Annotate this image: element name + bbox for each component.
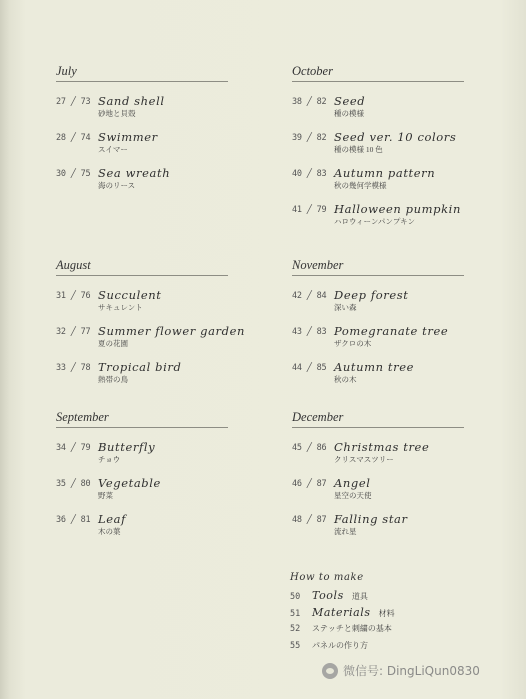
- entry-subtitle: ハロウィーンパンプキン: [334, 217, 415, 226]
- toc-entry: [292, 94, 512, 119]
- wechat-icon: [322, 663, 338, 679]
- page-number: 32 ╱ 77: [56, 327, 91, 337]
- entry-title: Succulent: [98, 288, 162, 302]
- page-number: 46 ╱ 87: [292, 479, 327, 489]
- entry-subtitle: 種の模様 10 色: [334, 145, 383, 154]
- page-number: 43 ╱ 83: [292, 327, 327, 337]
- page-number: 44 ╱ 85: [292, 363, 327, 373]
- item-subtitle: ステッチと刺繍の基本: [312, 624, 392, 633]
- page-number: 48 ╱ 87: [292, 515, 327, 525]
- page-number: 27 ╱ 73: [56, 97, 91, 107]
- section-december: [292, 410, 512, 548]
- toc-entry: [56, 94, 266, 119]
- page-number: 30 ╱ 75: [56, 169, 91, 179]
- page-number: 52: [290, 624, 301, 634]
- toc-entry: [292, 512, 512, 537]
- page-number: 50: [290, 592, 301, 602]
- toc-entry: [292, 166, 512, 191]
- entry-subtitle: チョウ: [98, 455, 121, 464]
- toc-entry: [292, 476, 512, 501]
- entry-title: Swimmer: [98, 130, 158, 144]
- entry-title: Butterfly: [98, 440, 156, 454]
- entry-subtitle: サキュレント: [98, 303, 143, 312]
- page-number: 31 ╱ 76: [56, 291, 91, 301]
- section-september: [56, 410, 266, 548]
- month-heading: September: [56, 410, 228, 428]
- entry-title: Angel: [334, 476, 371, 490]
- entry-title: Deep forest: [334, 288, 409, 302]
- entry-subtitle: 木の葉: [98, 527, 121, 536]
- toc-entry: [292, 130, 512, 155]
- page-number: 39 ╱ 82: [292, 133, 327, 143]
- page-number: 41 ╱ 79: [292, 205, 327, 215]
- page-number: 34 ╱ 79: [56, 443, 91, 453]
- entry-subtitle: スイマー: [98, 145, 128, 154]
- page-number: 51: [290, 609, 301, 619]
- toc-entry: [292, 360, 512, 385]
- entry-title: Seed: [334, 94, 366, 108]
- entry-title: Tropical bird: [98, 360, 182, 374]
- page-number: 38 ╱ 82: [292, 97, 327, 107]
- toc-entry: [56, 512, 266, 537]
- entry-subtitle: 秋の木: [334, 375, 357, 384]
- entry-subtitle: ザクロの木: [334, 339, 372, 348]
- entry-subtitle: 野菜: [98, 491, 113, 500]
- toc-entry: [56, 166, 266, 191]
- month-heading: December: [292, 410, 464, 428]
- toc-entry: [56, 476, 266, 501]
- page-number: 33 ╱ 78: [56, 363, 91, 373]
- entry-subtitle: 星空の天使: [334, 491, 372, 500]
- page-number: 28 ╱ 74: [56, 133, 91, 143]
- page-number: 40 ╱ 83: [292, 169, 327, 179]
- entry-title: Sea wreath: [98, 166, 171, 180]
- entry-subtitle: 熱帯の鳥: [98, 375, 128, 384]
- how-to-make-item: [290, 640, 510, 657]
- entry-title: Autumn pattern: [334, 166, 436, 180]
- item-subtitle: 道具: [351, 592, 368, 601]
- entry-title: Autumn tree: [334, 360, 415, 374]
- how-to-make-item: [290, 623, 510, 640]
- item-subtitle: 材料: [378, 609, 395, 618]
- item-subtitle: パネルの作り方: [312, 641, 368, 650]
- toc-entry: [56, 360, 266, 385]
- page-number: 36 ╱ 81: [56, 515, 91, 525]
- toc-entry: [292, 288, 512, 313]
- entry-subtitle: クリスマスツリー: [334, 455, 394, 464]
- entry-title: Christmas tree: [334, 440, 430, 454]
- section-july: [56, 64, 266, 202]
- entry-subtitle: 砂地と貝殻: [98, 109, 136, 118]
- entry-title: Halloween pumpkin: [334, 202, 461, 216]
- toc-entry: [56, 324, 266, 349]
- page-number: 45 ╱ 86: [292, 443, 327, 453]
- toc-entry: [56, 130, 266, 155]
- watermark-text: 微信号: DingLiQun0830: [343, 664, 480, 678]
- entry-title: Vegetable: [98, 476, 161, 490]
- toc-entry: [56, 440, 266, 465]
- watermark: [322, 662, 480, 679]
- entry-subtitle: 流れ星: [334, 527, 357, 536]
- month-heading: October: [292, 64, 464, 82]
- entry-title: Seed ver. 10 colors: [334, 130, 457, 144]
- entry-title: Leaf: [98, 512, 126, 526]
- section-august: [56, 258, 266, 396]
- entry-title: Pomegranate tree: [334, 324, 449, 338]
- toc-entry: [292, 202, 512, 227]
- entry-subtitle: 夏の花園: [98, 339, 128, 348]
- how-to-make-section: [290, 572, 510, 657]
- section-october: [292, 64, 512, 238]
- section-november: [292, 258, 512, 396]
- month-heading: July: [56, 64, 228, 82]
- page-number: 55: [290, 641, 301, 651]
- toc-entry: [56, 288, 266, 313]
- entry-title: Summer flower garden: [98, 324, 246, 338]
- month-heading: November: [292, 258, 464, 276]
- entry-title: Falling star: [334, 512, 408, 526]
- item-title: Tools: [312, 589, 344, 602]
- page-number: 35 ╱ 80: [56, 479, 91, 489]
- page-number: 42 ╱ 84: [292, 291, 327, 301]
- entry-subtitle: 深い森: [334, 303, 357, 312]
- how-to-make-item: [290, 589, 510, 606]
- toc-entry: [292, 324, 512, 349]
- toc-entry: [292, 440, 512, 465]
- entry-subtitle: 海のリース: [98, 181, 136, 190]
- entry-subtitle: 種の模様: [334, 109, 364, 118]
- entry-title: Sand shell: [98, 94, 165, 108]
- how-to-make-item: [290, 606, 510, 623]
- item-title: Materials: [312, 606, 371, 619]
- how-to-make-title: How to make: [290, 572, 364, 583]
- month-heading: August: [56, 258, 228, 276]
- entry-subtitle: 秋の幾何学模様: [334, 181, 387, 190]
